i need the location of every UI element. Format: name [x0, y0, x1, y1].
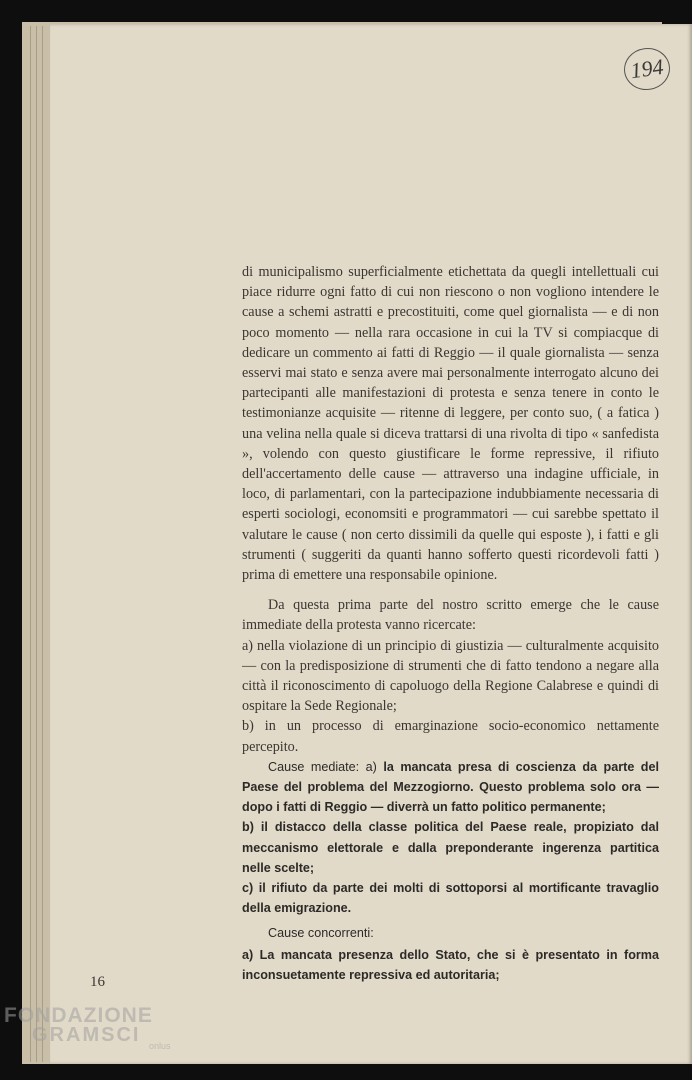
paragraph-9 [242, 945, 659, 985]
paragraph-cause-concorrenti: Cause concorrenti: [268, 925, 374, 940]
page-edge-line [30, 26, 31, 1062]
watermark-line-3: onlus [149, 1041, 171, 1051]
watermark-line-2: GRAMSCI [32, 1024, 141, 1046]
paragraph-2: Da questa prima parte del nostro scritto emerge che le cause immediate della protesta vanno ricercate: [242, 597, 659, 634]
paragraph-6 [242, 817, 659, 878]
handwritten-folio-number: 194 [621, 45, 672, 93]
paragraph-4: b) in un processo di emarginazione socio-economico nettamente percepito. [242, 718, 659, 755]
body-text [242, 262, 659, 985]
watermark-line-1: FONDAZIONE [4, 1004, 153, 1027]
page-edge-line [36, 26, 37, 1062]
paragraph-7 [242, 878, 659, 918]
paragraph-1: di municipalismo superficialmente etichettata da quegli intellettuali cui piace ridurre ogni fatto di cui non riescono o non vogliono intendere le cause a schemi astratti e precostituiti, come quel giornalista — e di non poco momento — nella rara occasione in cui la TV si compiacque di dedicare un commento ai fatti di Reggio — il quale giornalista — senza esservi mai stato e senza avere mai personalmente interrogato alcuno dei partecipanti alle manifestazioni di protesta e senza tenere in conto le testimonianze acquisite — ritenne di leggere, per conto suo, ( a fatica ) una velina nella quale si diceva trattarsi di una rivolta di tipo « sanfedista », volendo con questo giustificare le forme repressive, il rifiuto dell'accertamento delle cause — attraverso una indagine ufficiale, in loco, di parlamentari, con la partecipazione indubbiamente necessaria di esperti sociologi, economsiti e programmatori — cui sarebbe spettato il valutare le cause ( non certo dissimili da quelle qui esposte ), i fatti e gli strumenti ( suggeriti da quanti hanno sofferto questi ricordevoli fatti ) prima di emettere una responsabile opinione. [242, 264, 659, 584]
page-edge-line [42, 26, 43, 1062]
cause-mediate-lead: Cause mediate: a) [268, 759, 377, 774]
paragraph-cause-mediate [242, 757, 659, 818]
paragraph-6-text: b) il distacco della classe politica del Paese reale, propiziato dal meccanismo elettorale e dalla preponderante ingerenza partitica nelle scelte; [242, 820, 659, 875]
watermark-logo [4, 1004, 171, 1051]
paragraph-7-text: c) il rifiuto da parte dei molti di sottoporsi al mortificante travaglio della emigrazione. [242, 881, 659, 916]
paragraph-3: a) nella violazione di un principio di giustizia — culturalmente acquisito — con la predisposizione di strumenti che di fatto tendono a negare alla città il riconoscimento di capoluogo della Regione Calabrese e quindi di ospitare la Sede Regionale; [242, 637, 659, 715]
cause-mediate-bold: la mancata presa di coscienza da parte del Paese del problema del Mezzogiorno. Questo problema solo ora — dopo i fatti di Reggio — diverrà un fatto politico permanente; [242, 759, 660, 815]
page-number: 16 [90, 974, 105, 990]
paragraph-9-text: a) La mancata presenza dello Stato, che si è presentato in forma inconsuetamente repressiva ed autoritaria; [242, 947, 659, 982]
